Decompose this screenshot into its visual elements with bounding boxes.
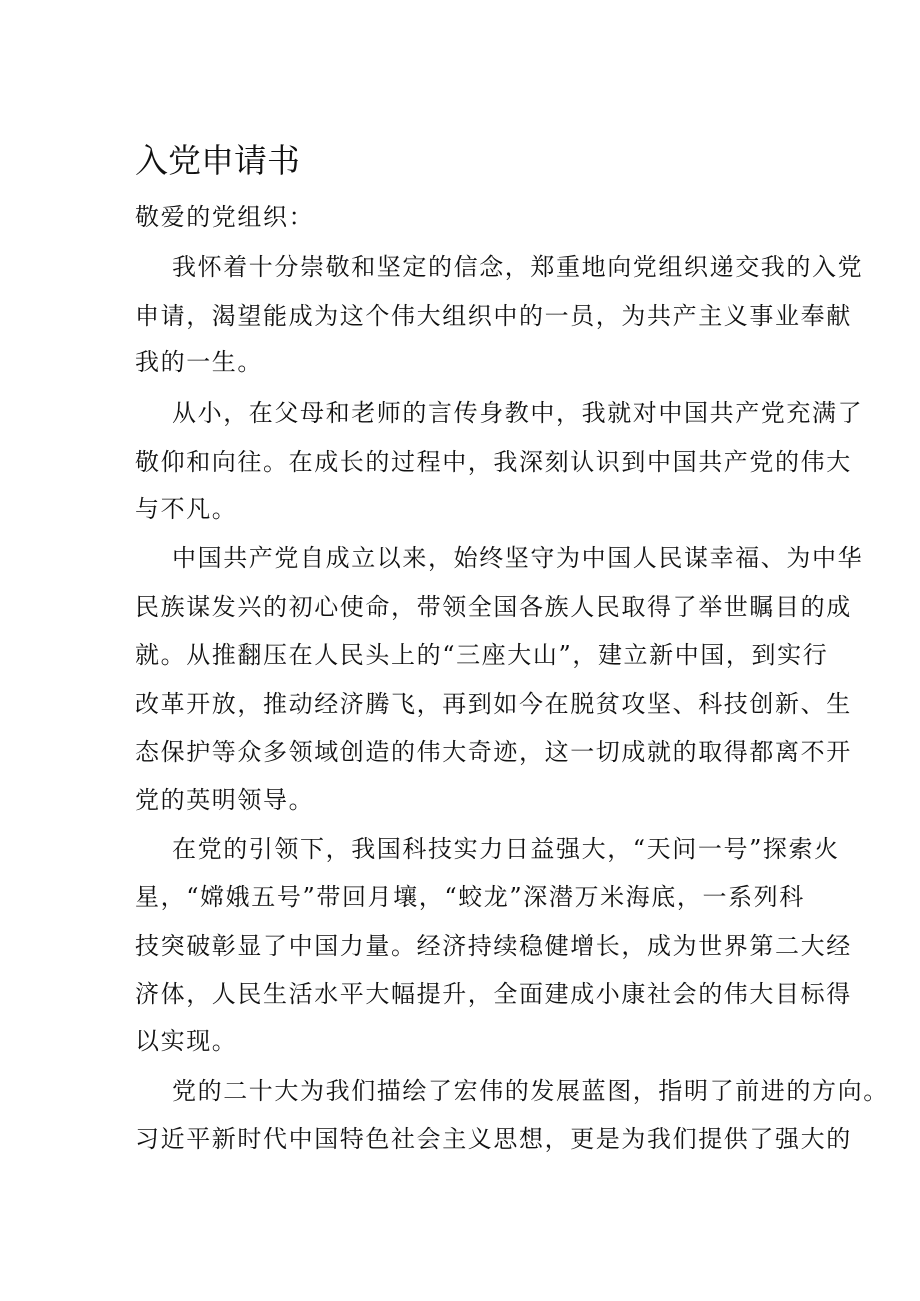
paragraph-line: 星，“嫦娥五号”带回月壤，“蛟龙”深潜万米海底，一系列科	[135, 883, 805, 911]
paragraph-line: 济体，人民生活水平大幅提升，全面建成小康社会的伟大目标得	[135, 980, 852, 1008]
paragraph-line: 技突破彰显了中国力量。经济持续稳健增长，成为世界第二大经	[135, 932, 852, 960]
salutation: 敬爱的党组织：	[135, 203, 315, 231]
paragraph-line: 就。从推翻压在人民头上的“三座大山”，建立新中国，到实行	[135, 641, 829, 669]
paragraph-line: 我怀着十分崇敬和坚定的信念，郑重地向党组织递交我的入党	[172, 253, 864, 281]
paragraph-line: 党的二十大为我们描绘了宏伟的发展蓝图，指明了前进的方向。	[172, 1077, 889, 1105]
paragraph-line: 以实现。	[135, 1027, 238, 1055]
paragraph-line: 我的一生。	[135, 348, 263, 376]
paragraph-line: 敬仰和向往。在成长的过程中，我深刻认识到中国共产党的伟大	[135, 448, 852, 476]
paragraph-line: 申请，渴望能成为这个伟大组织中的一员，为共产主义事业奉献	[135, 302, 852, 330]
paragraph-line: 党的英明领导。	[135, 786, 315, 814]
paragraph-line: 从小，在父母和老师的言传身教中，我就对中国共产党充满了	[172, 399, 864, 427]
paragraph-line: 改革开放，推动经济腾飞，再到如今在脱贫攻坚、科技创新、生	[135, 690, 852, 718]
paragraph-line: 与不凡。	[135, 495, 238, 523]
paragraph-line: 习近平新时代中国特色社会主义思想，更是为我们提供了强大的	[135, 1125, 852, 1153]
document-title: 入党申请书	[135, 141, 300, 180]
paragraph-line: 在党的引领下，我国科技实力日益强大，“天问一号”探索火	[172, 835, 840, 863]
paragraph-line: 态保护等众多领域创造的伟大奇迹，这一切成就的取得都离不开	[135, 738, 852, 766]
paragraph-line: 中国共产党自成立以来，始终坚守为中国人民谋幸福、为中华	[172, 544, 864, 572]
paragraph-line: 民族谋发兴的初心使命，带领全国各族人民取得了举世瞩目的成	[135, 593, 852, 621]
